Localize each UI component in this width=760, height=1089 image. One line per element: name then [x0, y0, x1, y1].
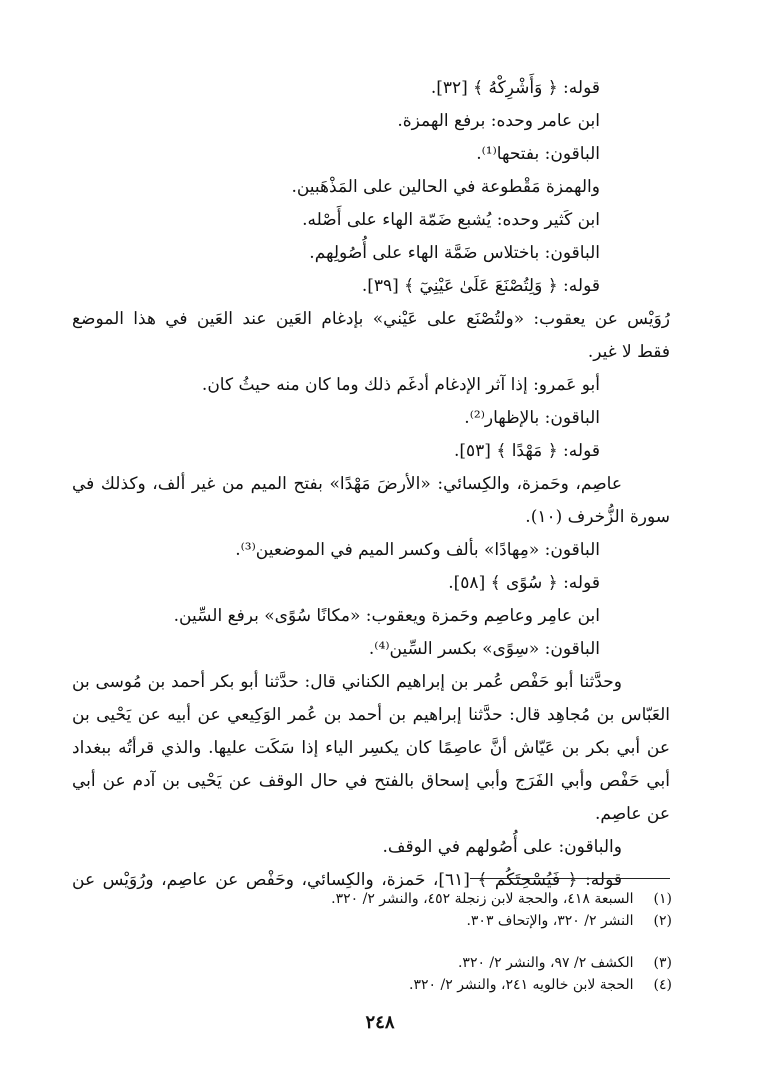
text-line: أبي حَفْص وأبي الفَرَج وأبي إسحاق بالفتح في حال الوقف عن يَحْيى بن آدم عن أبي: [72, 771, 670, 791]
footnote-text: النشر ٢/ ٣٢٠، والإتحاف ٣٠٣.: [466, 913, 634, 929]
text-line: قوله: ﴿ سُوًى ﴾ [٥٨].: [448, 573, 600, 593]
page-number: ٢٤٨: [365, 1012, 395, 1033]
text-line: عن عاصِم.: [595, 804, 670, 824]
footnote-text: الحجة لابن خالويه ٢٤١، والنشر ٢/ ٣٢٠.: [409, 977, 634, 993]
text-line: الباقون: باختلاس ضَمَّة الهاء على أُصُولِهم.: [309, 243, 600, 263]
text-line: أبو عَمرو: إذا آثر الإدغام أدغَم ذلك وما كان منه حيثُ كان.: [201, 375, 600, 395]
text-line: قوله: ﴿ مَهْدًا ﴾ [٥٣].: [453, 441, 600, 461]
footnote-separator: [470, 878, 670, 879]
text-line: الباقون: بالإظهار⁽²⁾.: [464, 408, 600, 428]
footnote-number: (٣): [653, 955, 672, 971]
footnote-item: [72, 888, 672, 910]
text-line: قوله: ﴿ فَيُسْحِتَكُم ﴾ [٦١]، حَمزة، والكِسائي، وحَفْص عن عاصِم، ورُوَيْس عن: [72, 870, 622, 890]
text-line: قوله: ﴿ وَأَشْرِكْهُ ﴾ [٣٢].: [430, 78, 600, 98]
footnote-group-2: [72, 952, 672, 996]
footnote-number: (١): [653, 891, 672, 907]
text-line: سورة الزُّخرف (١٠).: [525, 507, 670, 527]
text-line: الباقون: «سِوًى» بكسر السِّين⁽⁴⁾.: [368, 639, 600, 659]
footnote-item: [72, 910, 672, 932]
text-line: وحدَّثنا أبو حَفْص عُمر بن إبراهيم الكناني قال: حدَّثنا أبو بكر أحمد بن مُوسى بن: [72, 672, 622, 692]
footnote-group-1: [72, 888, 672, 932]
footnote-number: (٤): [653, 977, 672, 993]
text-line: ابن عامر وحده: برفع الهمزة.: [397, 111, 600, 131]
text-line: ابن عامِر وعاصِم وحَمزة ويعقوب: «مكانًا سُوًى» برفع السِّين.: [173, 606, 600, 626]
text-line: الباقون: «مِهادًا» بألف وكسر الميم في الموضعين⁽³⁾.: [235, 540, 600, 560]
footnote-item: [72, 974, 672, 996]
footnote-item: [72, 952, 672, 974]
text-line: ابن كَثير وحده: يُشبع ضَمّة الهاء على أَصْله.: [302, 210, 600, 230]
footnote-text: الكشف ٢/ ٩٧، والنشر ٢/ ٣٢٠.: [457, 955, 634, 971]
text-line: عن أبي بكر بن عَيّاش أنَّ عاصِمًا كان يكسِر الياء إذا سَكَت عليها. والذي قرأتُه ببغداد: [72, 738, 670, 758]
text-line: فقط لا غير.: [587, 342, 670, 362]
text-line: والباقون: على أُصُولهم في الوقف.: [382, 837, 622, 857]
main-text: [72, 72, 670, 897]
text-line: والهمزة مَقْطوعة في الحالين على المَذْهَبين.: [291, 177, 600, 197]
text-line: العَبّاس بن مُجاهِد قال: حدَّثنا إبراهيم بن أحمد بن عُمر الوَكِيعي عن أبيه عن يَحْيى بن: [72, 705, 670, 725]
footnote-text: السبعة ٤١٨، والحجة لابن زنجلة ٤٥٢، والنشر ٢/ ٣٢٠.: [331, 891, 634, 907]
text-line: قوله: ﴿ وَلِتُصْنَعَ عَلَىٰ عَيْنِيٓ ﴾ [٣٩].: [361, 276, 600, 296]
text-line: رُوَيْس عن يعقوب: «ولتُصْنَع على عَيْني» بإدغام العَين عند العَين في هذا الموضع: [72, 309, 670, 329]
text-line: عاصِم، وحَمزة، والكِسائي: «الأرضَ مَهْدًا» بفتح الميم من غير ألف، وكذلك في: [72, 474, 622, 494]
footnote-number: (٢): [653, 913, 672, 929]
text-line: الباقون: بفتحها⁽¹⁾.: [476, 144, 600, 164]
